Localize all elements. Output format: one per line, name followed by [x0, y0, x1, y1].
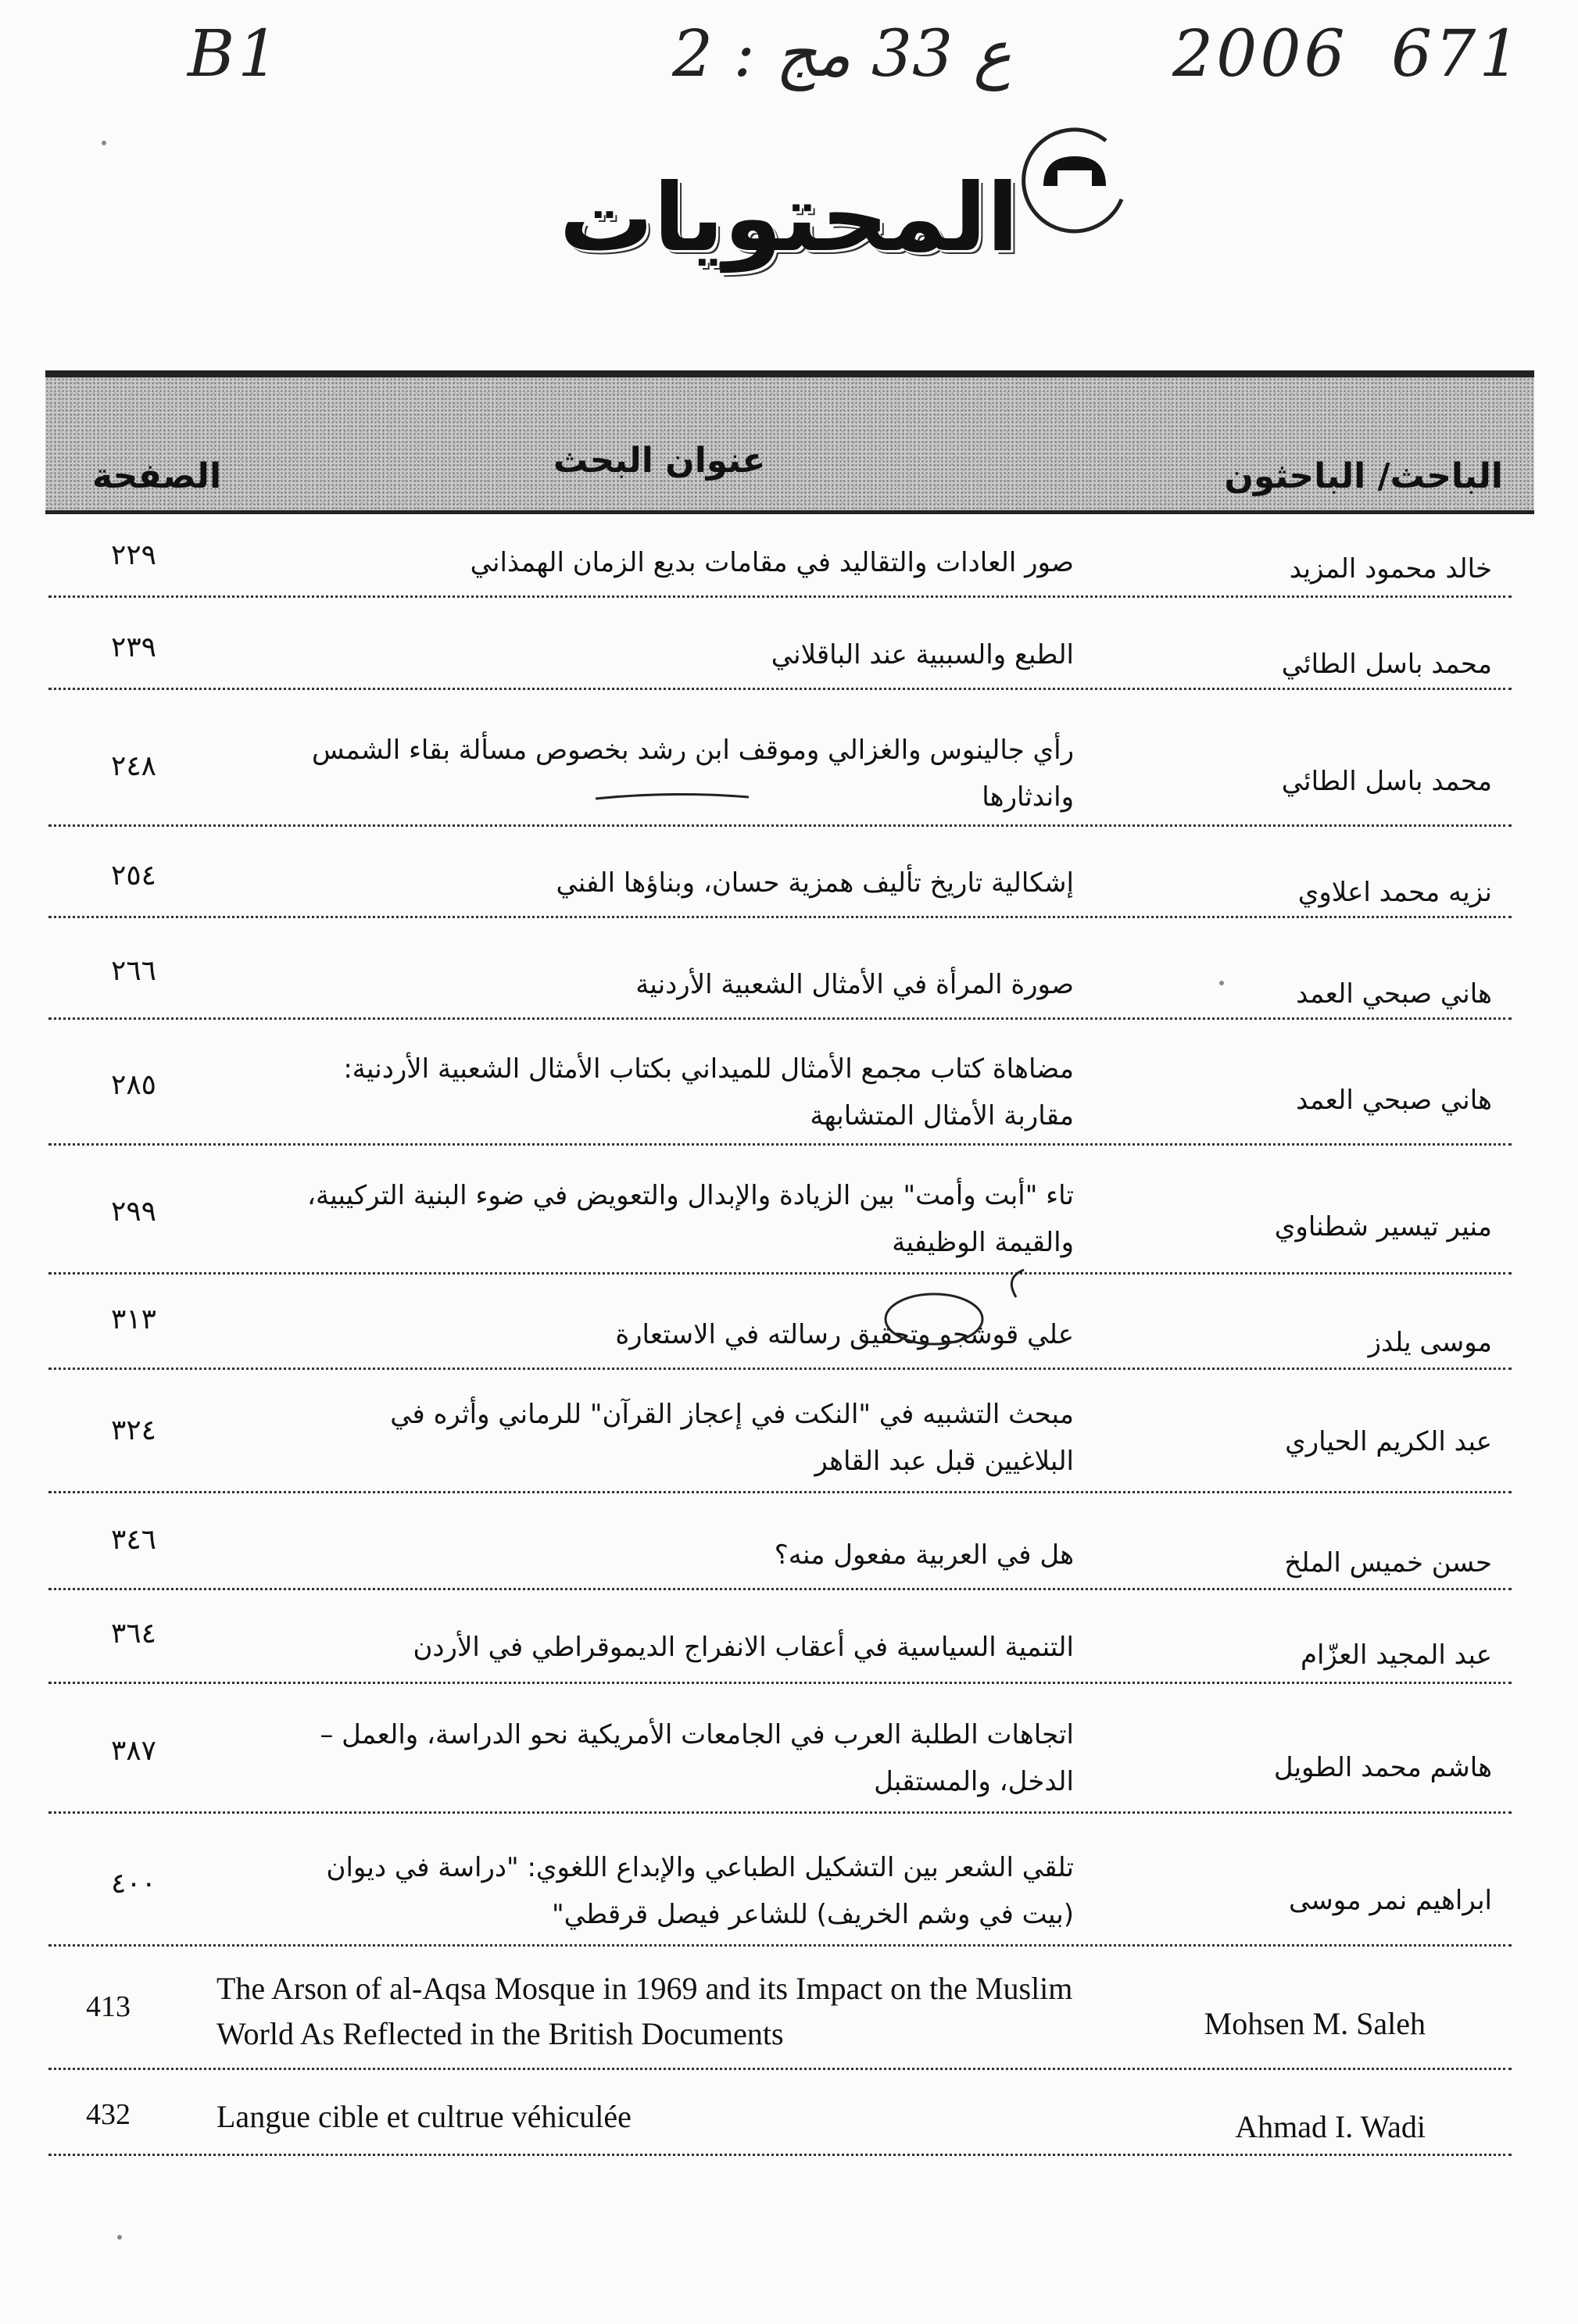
toc-row — [48, 539, 1512, 598]
research-title: هل في العربية مفعول منه؟ — [774, 1539, 1074, 1571]
toc-row — [48, 1391, 1512, 1493]
author-name: Mohsen M. Saleh — [1204, 2006, 1426, 2041]
toc-row — [48, 631, 1512, 690]
handwritten-year: 2006 — [1172, 17, 1348, 91]
research-title: The Arson of al-Aqsa Mosque in 1969 and its Impact on the Muslim World As Reflected in the British Documents — [216, 1971, 1073, 2051]
author-name: عبد المجيد العزّام — [1301, 1639, 1492, 1671]
toc-row — [48, 1844, 1512, 1947]
page-number: ٢٤٨ — [111, 750, 157, 782]
page-number: ٤٠٠ — [111, 1868, 157, 1900]
page-number: ٢٢٩ — [111, 539, 157, 571]
handwritten-annotation — [31, 17, 1548, 103]
pen-underline-mark — [594, 789, 750, 805]
research-title: علي قوشجو وتحقيق رسالته في الاستعارة — [615, 1319, 1074, 1350]
research-title: اتجاهات الطلبة العرب في الجامعات الأمريكية نحو الدراسة، والعمل – الدخل، والمستقبل — [320, 1719, 1074, 1797]
page-number: ٢٨٥ — [111, 1069, 157, 1101]
scan-speck — [1219, 981, 1224, 985]
page-number: ٣٢٤ — [111, 1414, 157, 1446]
scan-speck — [102, 141, 106, 145]
toc-row — [48, 1172, 1512, 1275]
research-title: مبحث التشبيه في "النكت في إعجاز القرآن" للرماني وأثره في البلاغيين قبل عبد القاهر — [390, 1399, 1074, 1477]
toc-row-english — [48, 1966, 1512, 2070]
toc-row — [48, 955, 1512, 1020]
author-name: منير تيسير شطناوي — [1274, 1211, 1492, 1242]
page-number: ٣٦٤ — [111, 1618, 157, 1650]
pen-circle-mark — [879, 1282, 989, 1352]
handwritten-number: 671 — [1391, 17, 1523, 91]
page-number: ٢٥٤ — [111, 860, 157, 892]
page-number: ٣٨٧ — [111, 1735, 157, 1767]
research-title: مضاهاة كتاب مجمع الأمثال للميداني بكتاب الأمثال الشعبية الأردنية: مقاربة الأمثال المتشابهة — [343, 1053, 1074, 1132]
author-name: عبد الكريم الحياري — [1285, 1426, 1492, 1457]
page-number: ٣٤٦ — [111, 1524, 157, 1556]
research-title: التنمية السياسية في أعقاب الانفراج الديموقراطي في الأردن — [413, 1632, 1074, 1663]
author-name: Ahmad I. Wadi — [1235, 2109, 1426, 2144]
toc-row — [48, 1618, 1512, 1684]
research-title: الطبع والسببية عند الباقلاني — [771, 639, 1074, 670]
research-title: Langue cible et cultrue véhiculée — [216, 2099, 632, 2134]
research-title: إشكالية تاريخ تأليف همزية حسان، وبناؤها الفني — [556, 867, 1074, 899]
author-name: هاني صبحي العمد — [1296, 1085, 1492, 1116]
research-title: صورة المرأة في الأمثال الشعبية الأردنية — [635, 969, 1074, 1000]
author-name: موسى يلدز — [1368, 1327, 1492, 1358]
pen-hook-mark — [1000, 1266, 1032, 1313]
handwritten-issue: 2 : ع 33 مج — [672, 17, 1012, 91]
research-title: رأي جالينوس والغزالي وموقف ابن رشد بخصوص مسألة بقاء الشمس واندثارها — [312, 735, 1074, 813]
author-name: نزيه محمد اعلاوي — [1297, 877, 1492, 908]
header-research-title: عنوان البحث — [553, 441, 766, 481]
author-name: ابراهيم نمر موسى — [1288, 1885, 1492, 1916]
toc-row — [48, 1524, 1512, 1590]
author-name: حسن خميس الملخ — [1284, 1547, 1492, 1579]
toc-row — [48, 727, 1512, 827]
author-name: هاشم محمد الطويل — [1273, 1752, 1492, 1783]
header-researcher: الباحث/ الباحثون — [1224, 456, 1503, 496]
toc-row-english — [48, 2094, 1512, 2156]
page-number: ٢٩٩ — [111, 1196, 157, 1228]
toc-row — [48, 860, 1512, 918]
page-number: ٢٦٦ — [111, 955, 157, 987]
toc-row — [48, 1303, 1512, 1370]
toc-row — [48, 1046, 1512, 1146]
table-header — [45, 370, 1534, 514]
author-name: هاني صبحي العمد — [1296, 978, 1492, 1010]
page-title: المحتويات — [559, 164, 1019, 273]
handwritten-code: B1 — [188, 17, 282, 91]
page-number: ٣١٣ — [111, 1303, 157, 1335]
author-name: محمد باسل الطائي — [1281, 766, 1492, 797]
header-page: الصفحة — [92, 456, 222, 496]
research-title: صور العادات والتقاليد في مقامات بديع الزمان الهمذاني — [470, 547, 1074, 578]
research-title: تلقي الشعر بين التشكيل الطباعي والإبداع اللغوي: "دراسة في ديوان (بيت في وشم الخريف) للشاعر فيصل قرقطي" — [326, 1852, 1074, 1930]
scan-speck — [117, 2235, 122, 2240]
page-number: 413 — [86, 1990, 131, 2023]
research-title: تاء "أبت وأمت" بين الزيادة والإبدال والتعويض في ضوء البنية التركيبية، والقيمة الوظيفية — [307, 1180, 1074, 1258]
page-number: 432 — [86, 2098, 131, 2131]
toc-row — [48, 1711, 1512, 1814]
author-name: محمد باسل الطائي — [1281, 649, 1492, 680]
author-name: خالد محمود المزيد — [1289, 553, 1492, 585]
page-number: ٢٣٩ — [111, 631, 157, 663]
